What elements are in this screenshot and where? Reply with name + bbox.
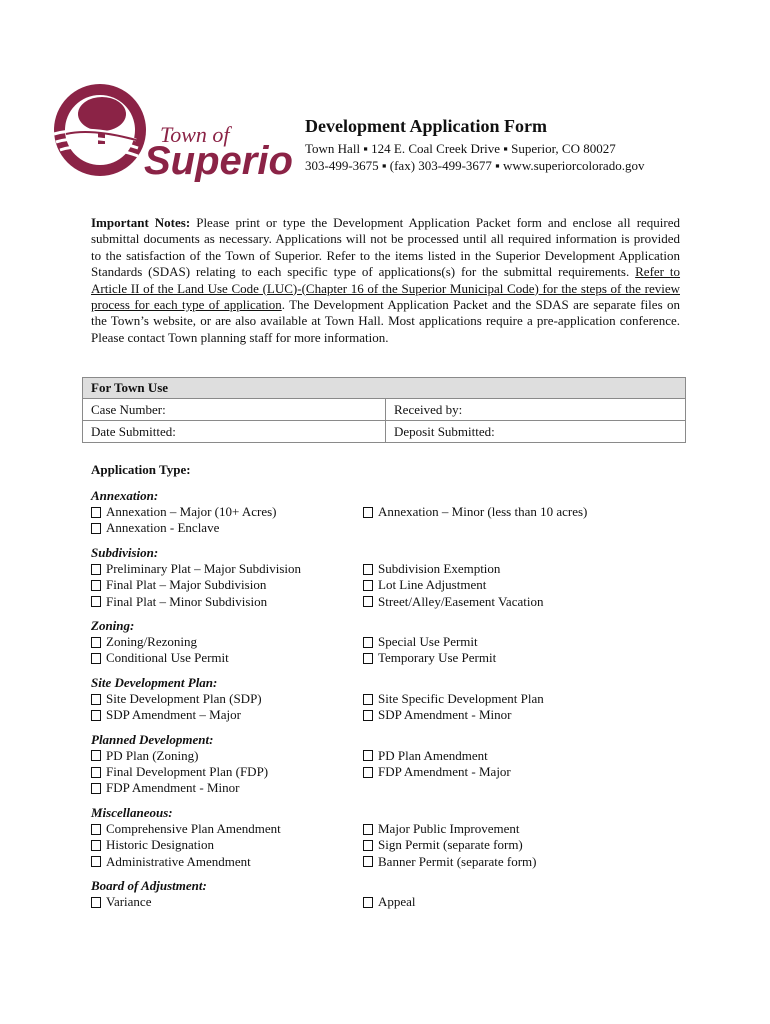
checkbox-icon[interactable] [91,694,101,705]
checkbox-icon[interactable] [363,750,373,761]
checkbox-icon[interactable] [91,710,101,721]
checkbox-icon[interactable] [91,507,101,518]
option-label: Temporary Use Permit [378,650,497,666]
application-option[interactable] [91,707,363,723]
checkbox-icon[interactable] [91,840,101,851]
option-label: Zoning/Rezoning [106,634,197,650]
options-column-left [91,748,363,797]
address-line: Town Hall ▪ 124 E. Coal Creek Drive ▪ Superior, CO 80027 [305,141,616,156]
application-option[interactable] [363,691,544,707]
checkbox-icon[interactable] [363,580,373,591]
category-title: Zoning: [91,618,135,634]
options-column-right [363,634,496,667]
application-option[interactable] [363,561,543,577]
options-column-right [363,821,536,870]
checkbox-icon[interactable] [91,596,101,607]
application-categories [91,488,691,911]
notes-label: Important Notes: [91,215,191,230]
application-option[interactable] [363,707,544,723]
application-option[interactable] [363,634,496,650]
option-label: Variance [106,894,152,910]
option-label: Historic Designation [106,837,214,853]
application-option[interactable] [363,764,511,780]
checkbox-icon[interactable] [91,897,101,908]
checkbox-icon[interactable] [363,897,373,908]
option-label: Subdivision Exemption [378,560,501,576]
option-label: Street/Alley/Easement Vacation [378,593,544,609]
category-block [91,675,691,724]
option-label: Special Use Permit [378,634,478,650]
category-title: Miscellaneous: [91,804,173,820]
application-option[interactable] [91,780,363,796]
option-label: Final Development Plan (FDP) [106,764,269,780]
town-use-table [82,377,686,443]
application-option[interactable] [91,561,363,577]
checkbox-icon[interactable] [91,856,101,867]
application-option[interactable] [91,854,363,870]
option-label: FDP Amendment - Minor [106,780,240,796]
checkbox-icon[interactable] [363,507,373,518]
checkbox-icon[interactable] [363,824,373,835]
option-label: PD Plan Amendment [378,747,488,763]
svg-text:Superior: Superio [144,139,292,182]
checkbox-icon[interactable] [91,783,101,794]
option-label: Sign Permit (separate form) [378,837,523,853]
checkbox-icon[interactable] [363,564,373,575]
option-label: Final Plat – Minor Subdivision [106,593,268,609]
option-label: Conditional Use Permit [106,650,229,666]
option-label: Major Public Improvement [378,820,520,836]
category-block [91,805,691,870]
application-option[interactable] [91,504,363,520]
category-block [91,878,691,910]
application-option[interactable] [91,650,363,666]
checkbox-icon[interactable] [363,856,373,867]
application-option[interactable] [91,764,363,780]
svg-text:Town of: Town of [160,122,230,147]
option-label: Site Specific Development Plan [378,690,544,706]
category-block [91,618,691,667]
checkbox-icon[interactable] [91,637,101,648]
important-notes [91,215,680,346]
checkbox-icon[interactable] [363,767,373,778]
application-option[interactable] [91,634,363,650]
contact-line: 303-499-3675 ▪ (fax) 303-499-3677 ▪ www.superiorcolorado.gov [305,158,645,173]
town-of-superior-logo [52,82,292,182]
option-label: Site Development Plan (SDP) [106,690,262,706]
application-option[interactable] [363,650,496,666]
application-option[interactable] [363,821,536,837]
option-label: Administrative Amendment [106,853,251,869]
application-option[interactable] [363,594,543,610]
options-column-left [91,821,363,870]
option-label: Comprehensive Plan Amendment [106,820,281,836]
application-option[interactable] [363,504,587,520]
option-label: Lot Line Adjustment [378,577,487,593]
application-option[interactable] [91,577,363,593]
application-type-section [91,462,691,919]
option-label: Preliminary Plat – Major Subdivision [106,560,301,576]
category-block [91,545,691,610]
options-column-left [91,504,363,537]
application-type-title: Application Type: [91,462,191,477]
option-label: Final Plat – Major Subdivision [106,577,267,593]
option-label: PD Plan (Zoning) [106,747,199,763]
page-title: Development Application Form [305,116,547,136]
application-option[interactable] [363,577,543,593]
checkbox-icon[interactable] [363,694,373,705]
option-label: SDP Amendment - Minor [378,707,512,723]
option-label: Annexation – Major (10+ Acres) [106,504,277,519]
checkbox-icon[interactable] [363,653,373,664]
options-column-right [363,894,416,910]
category-title: Annexation: [91,488,159,503]
checkbox-icon[interactable] [91,750,101,761]
category-title: Planned Development: [91,731,214,747]
checkbox-icon[interactable] [363,637,373,648]
checkbox-icon[interactable] [91,580,101,591]
checkbox-icon[interactable] [363,596,373,607]
checkbox-icon[interactable] [91,824,101,835]
option-label: Annexation - Enclave [106,520,220,536]
option-label: Banner Permit (separate form) [378,853,537,869]
category-title: Board of Adjustment: [91,878,207,894]
option-label: Appeal [378,894,416,910]
case-number-field[interactable]: Case Number: [83,399,386,421]
notes-text-2: . The Development Application Packet and the SDAS are separate files on the Town’s website, or are also available at Town Hall. Most applications require a pre-application conference. Please contact Town planning staff for more information. [91,297,680,345]
option-label: SDP Amendment – Major [106,707,241,723]
date-submitted-field[interactable]: Date Submitted: [83,421,386,443]
options-column-right [363,691,544,724]
application-option[interactable] [91,821,363,837]
application-option[interactable] [91,520,363,536]
application-option[interactable] [91,748,363,764]
application-option[interactable] [91,894,363,910]
checkbox-icon[interactable] [91,523,101,534]
checkbox-icon[interactable] [91,767,101,778]
deposit-submitted-field[interactable]: Deposit Submitted: [386,421,686,443]
options-column-right [363,561,543,610]
checkbox-icon[interactable] [363,840,373,851]
options-column-left [91,894,363,910]
options-column-right [363,504,587,537]
category-block [91,488,691,537]
form-header [305,116,644,174]
checkbox-icon[interactable] [91,564,101,575]
application-option[interactable] [91,691,363,707]
town-use-header: For Town Use [83,378,686,399]
category-title: Subdivision: [91,544,159,560]
options-column-left [91,561,363,610]
checkbox-icon[interactable] [91,653,101,664]
checkbox-icon[interactable] [363,710,373,721]
application-option[interactable] [91,594,363,610]
application-option[interactable] [363,894,416,910]
options-column-left [91,634,363,667]
notes-underlined-text: Refer to Article II of the Land Use Code (LUC)-(Chapter 16 of the Superior Municipal Code) for the steps of the review process for each type of application [91,264,681,313]
options-column-right [363,748,511,797]
application-option[interactable] [363,748,511,764]
option-label: FDP Amendment - Major [378,764,511,780]
application-option[interactable] [363,854,536,870]
application-option[interactable] [91,837,363,853]
option-label: Annexation – Minor (less than 10 acres) [378,504,588,519]
received-by-field[interactable]: Received by: [386,399,686,421]
application-option[interactable] [363,837,536,853]
notes-text-1: Please print or type the Development Application Packet form and enclose all required submittal documents as necessary. Applications will not be processed until all required information is provided to the satisfaction of the Town of Superior. Refer to the items listed in the Superior Development Application Standards (SDAS) relating to each specific type of applications(s) for the submittal requirements. [91,215,681,280]
category-block [91,732,691,797]
options-column-left [91,691,363,724]
category-title: Site Development Plan: [91,674,218,690]
